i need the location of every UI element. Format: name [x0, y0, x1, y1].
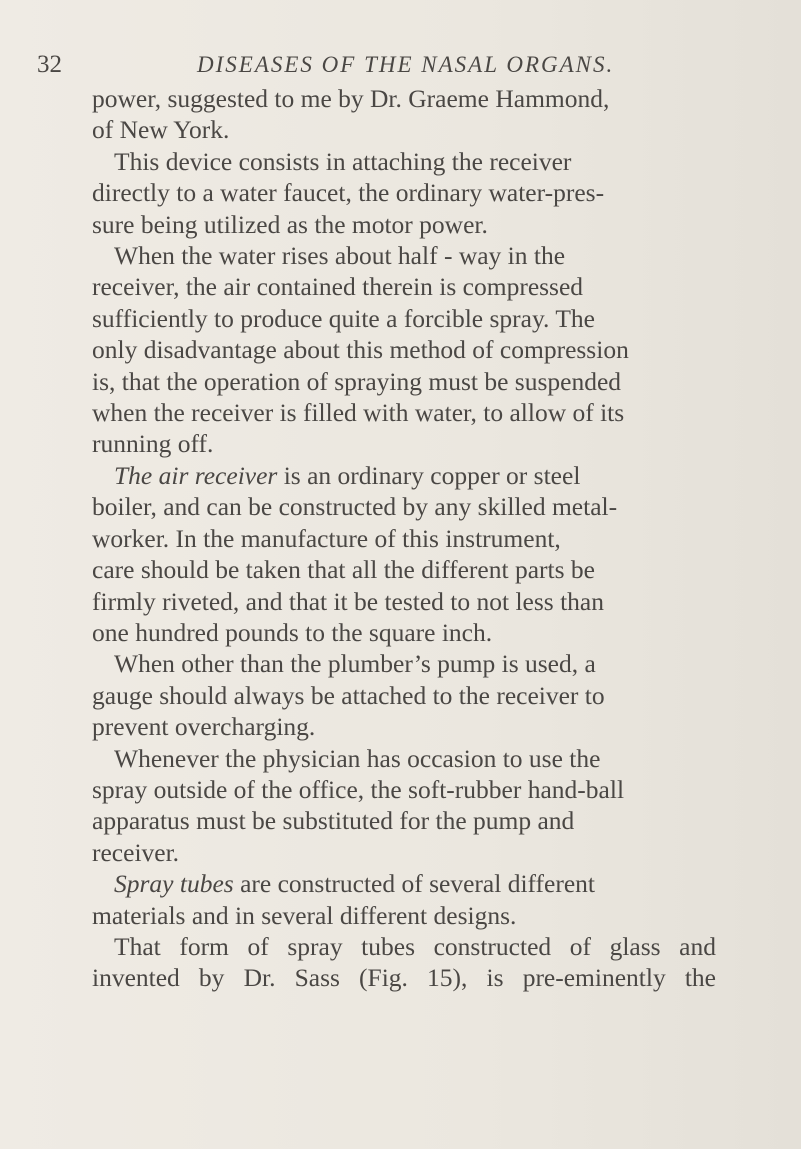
text-line: apparatus must be substituted for the pump and	[92, 806, 575, 836]
text-line: power, suggested to me by Dr. Graeme Hammond,	[92, 84, 610, 113]
text-line: sure being utilized as the motor power.	[92, 209, 488, 239]
text-line: is an ordinary copper or steel	[277, 460, 581, 490]
text-line: invented by Dr. Sass (Fig. 15), is pre-eminently the	[92, 963, 716, 993]
running-head	[37, 50, 677, 80]
text-line: receiver, the air contained therein is compressed	[92, 272, 584, 302]
body-text	[92, 83, 716, 994]
page-number: 32	[37, 51, 62, 78]
text-line: When the water rises about half - way in the	[114, 241, 566, 271]
paragraph	[92, 83, 716, 146]
text-line: running off.	[92, 429, 214, 459]
text-line: materials and in several different designs.	[92, 900, 517, 930]
text-line: That form of spray tubes constructed of glass and	[114, 931, 716, 961]
text-line: sufficiently to produce quite a forcible spray. The	[92, 303, 595, 333]
text-line: of New York.	[92, 115, 230, 145]
italic-lead: Spray tubes	[114, 869, 234, 899]
text-line: are constructed of several different	[233, 869, 596, 899]
paragraph	[92, 743, 716, 869]
text-line: directly to a water faucet, the ordinary water-pres-	[92, 178, 605, 208]
text-line: receiver.	[92, 837, 180, 867]
text-line: care should be taken that all the different parts be	[92, 555, 595, 585]
text-line: Whenever the physician has occasion to use the	[114, 743, 601, 773]
text-line: boiler, and can be constructed by any skilled metal-	[92, 492, 618, 522]
paragraph	[92, 146, 716, 240]
text-line: one hundred pounds to the square inch.	[92, 617, 493, 647]
italic-lead: The air receiver	[114, 460, 278, 490]
text-line: firmly riveted, and that it be tested to not less than	[92, 586, 605, 616]
paragraph	[92, 931, 716, 994]
running-title: DISEASES OF THE NASAL ORGANS.	[197, 52, 615, 77]
text-line: when the receiver is filled with water, to allow of its	[92, 398, 625, 428]
text-line: prevent overcharging.	[92, 712, 316, 742]
text-line: This device consists in attaching the receiver	[114, 146, 572, 176]
text-line: is, that the operation of spraying must be suspended	[92, 366, 622, 396]
paragraph	[92, 648, 716, 742]
text-line: When other than the plumber’s pump is used, a	[114, 649, 596, 679]
text-line: gauge should always be attached to the receiver to	[92, 680, 605, 710]
text-line: worker. In the manufacture of this instrument,	[92, 523, 561, 553]
text-line: only disadvantage about this method of compression	[92, 335, 629, 365]
paragraph	[92, 868, 716, 931]
text-line: spray outside of the office, the soft-rubber hand-ball	[92, 774, 625, 804]
paragraph	[92, 460, 716, 648]
paragraph	[92, 240, 716, 460]
